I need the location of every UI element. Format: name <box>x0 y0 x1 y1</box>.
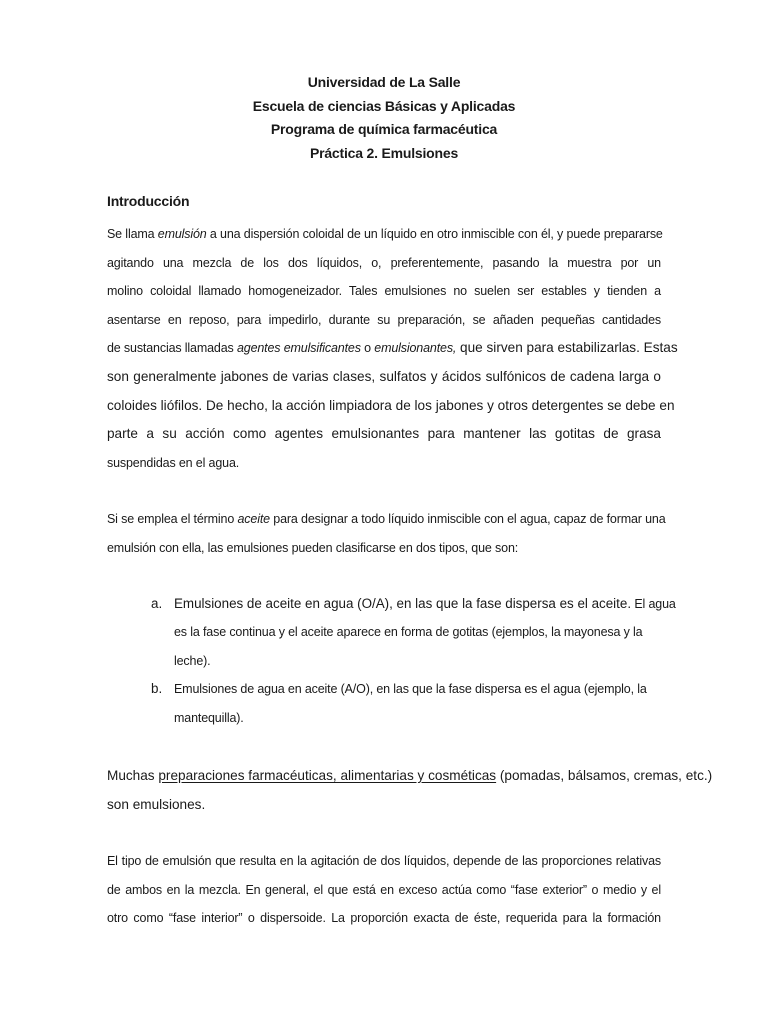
underlined-text: preparaciones farmacéuticas, alimentarias y cosméticas <box>158 768 497 783</box>
paragraph-line: Si se emplea el término aceite para designar a todo líquido inmiscible con el agua, capaz de formar una <box>107 512 666 526</box>
list-item <box>151 590 676 675</box>
paragraph-line: emulsión con ella, las emulsiones pueden clasificarse en dos tipos, que son: <box>107 540 519 555</box>
paragraph-line: agitando una mezcla de los dos líquidos, o, preferentemente, pasando la muestra por un <box>107 255 661 270</box>
paragraph-classification <box>107 505 666 562</box>
paragraph-line: molino coloidal llamado homogeneizador. Tales emulsiones no suelen ser estables y tienden a <box>107 284 661 299</box>
practice-title: Práctica 2. Emulsiones <box>309 145 459 162</box>
paragraph-line: Se llama emulsión a una dispersión coloidal de un líquido en otro inmiscible con él, y puede prepararse <box>107 227 663 241</box>
university-name: Universidad de La Salle <box>307 74 461 90</box>
list-item <box>151 675 647 732</box>
paragraph-applications <box>107 762 713 819</box>
school-name: Escuela de ciencias Básicas y Aplicadas <box>252 97 516 114</box>
document-header <box>0 71 768 166</box>
paragraph-emulsion-type <box>107 847 661 933</box>
paragraph-definition <box>107 220 678 477</box>
list-item-line: mantequilla). <box>174 710 244 725</box>
paragraph-line: parte a su acción como agentes emulsionantes para mantener las gotitas de grasa <box>107 426 661 442</box>
paragraph-line: coloides liófilos. De hecho, la acción limpiadora de los jabones y otros detergentes se debe en <box>107 397 675 413</box>
list-item-line: Emulsiones de aceite en agua (O/A), en las que la fase dispersa es el aceite. El agua <box>174 596 676 611</box>
paragraph-line: otro como “fase interior” o dispersoide. La proporción exacta de éste, requerida para la formación <box>107 911 661 926</box>
paragraph-line: son emulsiones. <box>107 796 206 812</box>
emulsion-types-list <box>151 590 676 732</box>
list-item-line: Emulsiones de agua en aceite (A/O), en las que la fase dispersa es el agua (ejemplo, la <box>174 682 647 697</box>
list-item-line: es la fase continua y el aceite aparece en forma de gotitas (ejemplos, la mayonesa y la <box>174 625 643 640</box>
list-marker: b. <box>151 681 163 697</box>
list-item-line: leche). <box>174 653 211 668</box>
paragraph-line: de ambos en la mezcla. En general, el que está en exceso actúa como “fase exterior” o medio y el <box>107 882 661 897</box>
paragraph-line: son generalmente jabones de varias clases, sulfatos y ácidos sulfónicos de cadena larga o <box>107 368 661 384</box>
list-marker: a. <box>151 596 163 611</box>
paragraph-line: de sustancias llamadas agentes emulsificantes o emulsionantes, que sirven para estabilizarlas. Estas <box>107 340 678 356</box>
program-name: Programa de química farmacéutica <box>270 121 498 138</box>
paragraph-line: El tipo de emulsión que resulta en la agitación de dos líquidos, depende de las proporciones relativas <box>107 854 661 868</box>
paragraph-line: Muchas preparaciones farmacéuticas, alimentarias y cosméticas (pomadas, bálsamos, cremas, etc.) <box>107 768 713 783</box>
section-heading: Introducción <box>107 193 190 209</box>
paragraph-line: suspendidas en el agua. <box>107 455 240 470</box>
paragraph-line: asentarse en reposo, para impedirlo, durante su preparación, se añaden pequeñas cantidades <box>107 312 661 327</box>
